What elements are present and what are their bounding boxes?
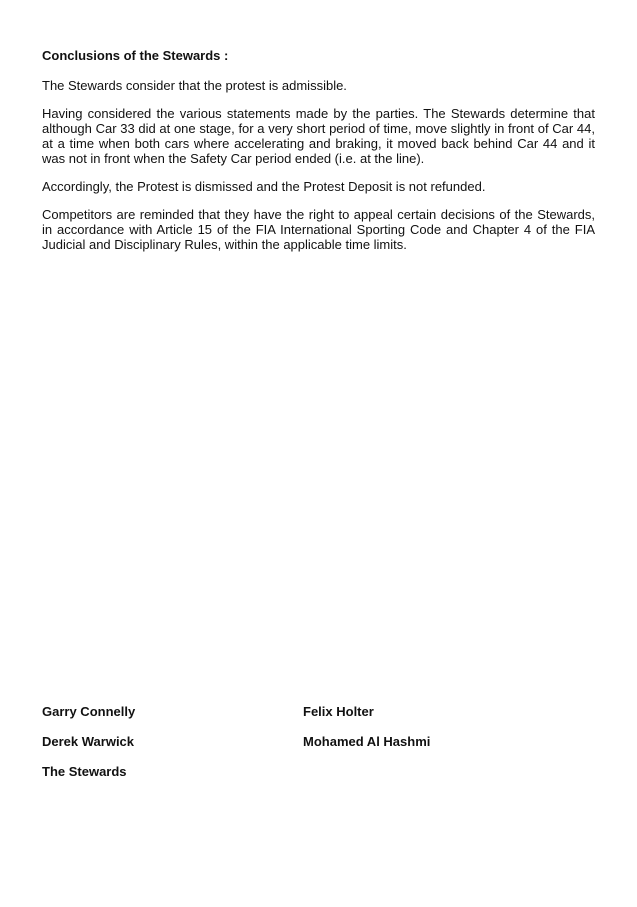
paragraph-decision: Accordingly, the Protest is dismissed and the Protest Deposit is not refunded. xyxy=(42,179,486,194)
section-heading: Conclusions of the Stewards : xyxy=(42,48,229,63)
paragraph-determination: Having considered the various statements made by the parties. The Stewards determine that although Car 33 did at one stage, for a very short period of time, move slightly in front of Car 44, at a time when both cars where accelerating and braking, it moved back behind Car 44 and it was not in front when the Safety Car period ended (i.e. at the line). xyxy=(42,106,595,166)
document-body xyxy=(42,48,595,265)
steward-name: Garry Connelly xyxy=(42,704,136,719)
paragraph-appeal-notice: Competitors are reminded that they have the right to appeal certain decisions of the Stewards, in accordance with Article 15 of the FIA International Sporting Code and Chapter 4 of the FIA Judicial and Disciplinary Rules, within the applicable time limits. xyxy=(42,207,595,252)
steward-name: Felix Holter xyxy=(303,704,374,719)
steward-name: Mohamed Al Hashmi xyxy=(303,734,431,749)
paragraph-admissibility: The Stewards consider that the protest is admissible. xyxy=(42,78,347,93)
steward-name: Derek Warwick xyxy=(42,734,135,749)
signature-closing: The Stewards xyxy=(42,764,127,779)
